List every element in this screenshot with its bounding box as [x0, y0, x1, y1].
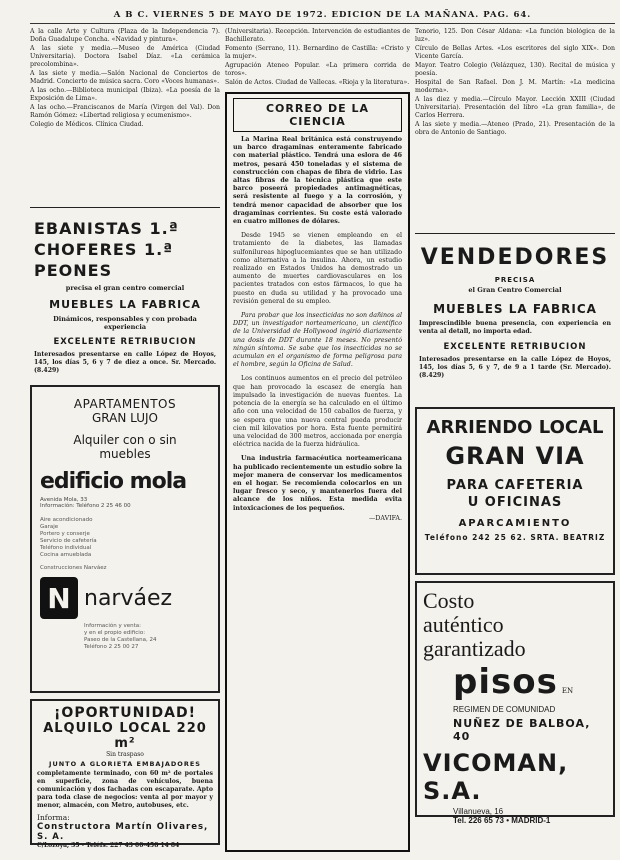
agenda-item: Salón de Actos. Ciudad de Vallecas. «Rioja y la literatura».	[225, 79, 410, 86]
feature-item: Aire acondicionado	[40, 517, 93, 523]
agenda-list-right	[415, 28, 615, 230]
column-left	[30, 28, 220, 849]
correo-box	[225, 92, 410, 852]
article-paragraph: La Marina Real británica está construyendo un barco dragaminas enteramente fabricado con material plástico. Tendrá una eslora de 46 metros, pesará 450 toneladas y el sistema de construcción con chapas de fibra de vidrio. Las altas fibras de la técnica plástica que este barco poseerá propiedades antimagnéticas, será resistente al fuego y a la corrosión, y tendrá menor capacidad de absorber que los dragaminas corrientes. Su coste está valorado en cuatro millones de dólares.	[233, 136, 402, 226]
ad-info-line: Teléfono 2 25 00 27	[84, 644, 139, 650]
ad-subheadline: ALQUILO LOCAL 220 m²	[43, 721, 207, 751]
ad-company: MUEBLES LA FABRICA	[433, 302, 597, 316]
ad-office: Villanueva, 16	[453, 807, 504, 816]
agenda-item: A las ocho.—Franciscanos de María (Virgen del Val). Don Ramón Gómez: «Libertad religiosa y ecumenismo».	[30, 104, 220, 119]
ad-intro: el Gran Centro Comercial	[468, 286, 562, 294]
ad-subheadline: U OFICINAS	[467, 495, 563, 510]
divider	[415, 233, 615, 234]
agenda-item: Colegio de Médicos. Clínica Ciudad.	[30, 121, 144, 128]
narvaez-logo-icon: N	[40, 577, 78, 619]
ad-company: MUEBLES LA FABRICA	[49, 298, 201, 311]
ad-address: NUÑEZ DE BALBOA, 40	[453, 717, 591, 743]
ad-ebanistas	[30, 211, 220, 379]
ad-info-line: Información y venta:	[84, 623, 141, 629]
ad-body: completamente terminado, con 60 m² de portales en superficie, zona de vehículos, buena comunicación y dos fachadas con escaparate. Apto para toda clase de negocios: venta al por mayor y menor, almacén, con Metro, autobuses, etc.	[37, 770, 213, 809]
narvaez-row	[40, 577, 210, 619]
newspaper-page	[30, 10, 615, 855]
ad-edificio-mola	[30, 385, 220, 693]
column-right	[415, 28, 615, 825]
ad-headline: EBANISTAS 1.ª	[34, 219, 179, 238]
ad-subheadline: muebles	[99, 447, 151, 461]
ad-headline: PEONES	[34, 261, 113, 280]
article-signature: —DAVIFA.	[369, 514, 402, 522]
ad-headline: ARRIENDO LOCAL	[426, 417, 604, 438]
ad-headline: ¡OPORTUNIDAD!	[54, 705, 196, 721]
page-header: A B C. VIERNES 5 DE MAYO DE 1972. EDICION DE LA MAÑANA. PAG. 64.	[30, 10, 615, 24]
ad-headline: Costo	[423, 588, 475, 613]
ad-vicoman	[415, 581, 615, 825]
ad-contact: Teléfono 242 25 62. SRTA. BEATRIZ	[424, 533, 606, 542]
ad-regimen: REGIMEN DE COMUNIDAD	[453, 705, 556, 714]
ad-description: Imprescindible buena presencia, con experiencia en venta al detall, no importa edad.	[419, 320, 611, 335]
ad-info	[84, 623, 210, 651]
agenda-item: Hospital de San Rafael. Don J. M. Martín: «La medicina moderna».	[415, 79, 615, 94]
feature-item: Servicio de cafetería	[40, 538, 97, 544]
ad-brand-narvaez: narváez	[84, 585, 173, 611]
ad-oportunidad	[30, 699, 220, 849]
ad-location: JUNTO A GLORIETA EMBAJADORES	[49, 760, 201, 768]
ad-headline: VENDEDORES	[420, 245, 610, 270]
ad-brand: VICOMAN, S.A.	[423, 749, 569, 805]
ad-precisa: PRECISA	[494, 276, 536, 284]
ad-salary: EXCELENTE RETRIBUCION	[53, 337, 197, 347]
article-body	[233, 136, 402, 523]
ad-headline: auténtico	[423, 612, 504, 637]
ad-pisos: pisos	[453, 662, 558, 702]
feature-item: Teléfono individual	[40, 545, 92, 551]
feature-list	[40, 517, 210, 559]
ad-subheadline: Alquiler con o sin	[73, 433, 177, 447]
pisos-row	[423, 662, 607, 702]
article-paragraph: Los continuos aumentos en el precio del petróleo que han provocado la escasez de energía han impulsado la investigación de nuevas fuentes. La potencia de la energía se ha calculado en el último año con una velocidad de 150 caballos de fuerza, y se espera que una nueva central pueda producir cien mil kilovatios por hora. Esta fuente permitirá una velocidad de 300 metros, accionada por energía eléctrica nacida de la fuerza hidráulica.	[233, 375, 402, 449]
divider	[30, 207, 220, 208]
ad-arriendo	[415, 407, 615, 575]
ad-headline: CHOFERES 1.ª	[34, 240, 174, 259]
ad-headline: garantizado	[423, 636, 526, 661]
agenda-item: A las diez y media.—Círculo Mayor. Lección XXIII (Ciudad Universitaria). Presentación del libro «La gran familia», de Carlos Herrera.	[415, 96, 615, 119]
section-title: CORREO DE LA CIENCIA	[233, 98, 402, 132]
ad-contact: Interesados presentarse en calle López de Hoyos, 145, los días 5, 6 y 7 de diez a once. Sr. Mercado. (8.429)	[34, 351, 216, 374]
ad-en: EN	[561, 687, 574, 695]
ad-description: Dinámicos, responsables y con probada experiencia	[53, 315, 197, 331]
article-paragraph: Desde 1945 se vienen empleando en el tratamiento de la diabetes, las llamadas sulfonilureas hipoglucemiantes que se han utilizado como alternativa a la insulina. Ahora, un estudio realizado en Estados Unidos ha demostrado un aumento de muertes cardiovasculares en los pacientes tratados con estos fármacos, lo que ha puesto en duda su utilidad y ha provocado una revisión general de su empleo.	[233, 232, 402, 305]
agenda-item: Agrupación Ateneo Popular. «La primera corrida de toros».	[225, 62, 410, 77]
agenda-item: Fomento (Serrano, 11). Bernardino de Castilla: «Cristo y la mujer».	[225, 45, 410, 60]
agenda-item: A las siete y media.—Salón Nacional de Conciertos de Madrid. Concierto de música sacra. Coro «Voces humanas».	[30, 70, 220, 85]
agenda-list-center	[225, 28, 410, 88]
ad-headline: GRAN LUJO	[91, 411, 158, 425]
ad-phone: Tel. 226 65 73 • MADRID-1	[453, 816, 551, 825]
ad-brand: edificio mola	[40, 469, 187, 494]
ad-intro: precisa el gran centro comercial	[65, 284, 185, 292]
feature-item: Garaje	[40, 524, 59, 530]
agenda-item: A la calle Arte y Cultura (Plaza de la Independencia 7). Doña Guadalupe Concha. «Navidad y pintura».	[30, 28, 220, 43]
article-paragraph: Para probar que los insecticidas no son dañinos al DDT, un investigador norteamericano, un científico de la Universidad de Hollywood ingirió diariamente una dosis de DDT durante 18 meses. No presentó ningún síntoma. Se sabe que los insecticidas no se acumulan en el organismo de forma peligrosa para el hombre, según la Oficina de Salud.	[233, 312, 402, 369]
feature-item: Portero y conserje	[40, 531, 90, 537]
agenda-item: Tenorio, 125. Don César Aldana: «La función biológica de la luz».	[415, 28, 615, 43]
ad-headline: APARTAMENTOS	[73, 397, 177, 411]
ad-phone: Información: Teléfono 2 25 46 00	[40, 503, 131, 509]
ad-note: Sin traspaso	[106, 751, 144, 758]
ad-info-line: Paseo de la Castellana, 24	[84, 637, 157, 643]
feature-item: Cocina amueblada	[40, 552, 92, 558]
ad-info-line: y en el propio edificio:	[84, 630, 146, 636]
ad-contact: Interesados presentarse en la calle López de Hoyos, 145, los días 5, 6 y 7, de 9 a 1 tarde (Sr. Mercado). (8.429)	[419, 356, 611, 379]
ad-company: Constructora Martín Olivares, S. A.	[37, 822, 209, 842]
ad-subheadline: APARCAMIENTO	[458, 518, 572, 529]
agenda-item: A las siete y media.—Ateneo (Prado, 21). Presentación de la obra de Antonio de Santiago.	[415, 121, 615, 136]
agenda-item: Mayor. Teatro Colegio (Velázquez, 130). Recital de música y poesía.	[415, 62, 615, 77]
ad-contact: C/Lozoya, 35 - Teléfs. 227 43 00-458 14 84	[37, 842, 180, 849]
article-paragraph: Una industria farmacéutica norteamericana ha publicado recientemente un estudio sobre la mejor manera de conservar los medicamentos en el hogar. Se recomienda colocarlos en un lugar fresco y seco, y mantenerlos fuera del alcance de los niños. Esta medida evita intoxicaciones de los pequeños.	[233, 455, 402, 512]
agenda-item: (Universitaria). Recepción. Intervención de estudiantes de Bachillerato.	[225, 28, 410, 43]
ad-vendedores	[415, 237, 615, 401]
ad-address: Avenida Mola, 33	[40, 497, 88, 503]
agenda-item: A las ocho.—Biblioteca municipal (Ibiza). «La poesía de la Exposición de Lima».	[30, 87, 220, 102]
agenda-item: Círculo de Bellas Artes. «Los escritores del siglo XIX». Don Vicente García.	[415, 45, 615, 60]
ad-headline: GRAN VIA	[445, 442, 585, 470]
ad-builder: Construcciones Narváez	[40, 565, 107, 571]
column-center	[225, 28, 410, 852]
agenda-item: A las siete y media.—Museo de América (Ciudad Universitaria). Doctora Isabel Díaz. «La cerámica precolombina».	[30, 45, 220, 68]
ad-salary: EXCELENTE RETRIBUCION	[443, 342, 587, 352]
ad-subheadline: PARA CAFETERIA	[446, 478, 584, 493]
ad-info-label: Informa:	[37, 813, 70, 822]
agenda-list-left	[30, 28, 220, 204]
